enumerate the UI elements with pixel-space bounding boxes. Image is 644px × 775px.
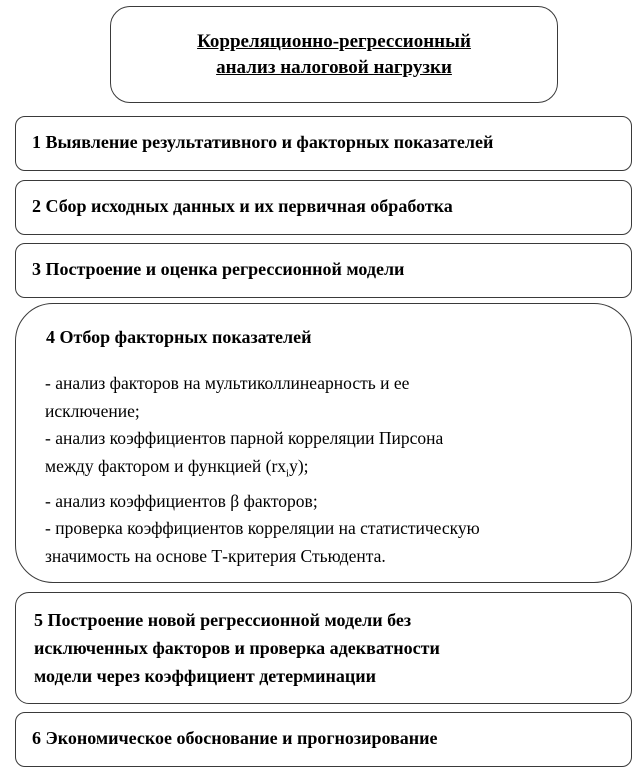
- bullet-2-line-1: - анализ коэффициентов парной корреляции Пирсона: [45, 428, 444, 448]
- step-4-bullet-list: [45, 370, 615, 570]
- bullet-2-subscript-i: i: [286, 467, 290, 479]
- bullet-1-line-2: исключение;: [45, 400, 140, 421]
- bullet-3: - анализ коэффициентов β факторов;: [45, 490, 318, 511]
- step-5-line-2: исключенных факторов и проверка адекватности: [34, 638, 440, 658]
- step-6-box: [15, 712, 632, 767]
- bullet-1-line-1: - анализ факторов на мультиколлинеарность и ее: [45, 373, 410, 393]
- bullet-2-line-2-prefix: между фактором и функцией (rx: [45, 455, 287, 476]
- bullet-4-line-2: значимость на основе Т-критерия Стьюдента.: [45, 545, 386, 566]
- bullet-2-line-2: [45, 453, 615, 488]
- step-5-line-3: модели через коэффициент детерминации: [34, 666, 376, 686]
- step-4-label: 4 Отбор факторных показателей: [46, 327, 312, 347]
- step-6-label: 6 Экономическое обоснование и прогнозирование: [32, 728, 438, 748]
- step-1-box: [15, 116, 632, 171]
- step-4-box: [15, 303, 632, 583]
- diagram-title-box: [110, 6, 558, 103]
- bullet-4-line-1: - проверка коэффициентов корреляции на статистическую: [45, 518, 480, 538]
- bullet-2-line-2-suffix: y);: [289, 455, 309, 476]
- step-1-label: 1 Выявление результативного и факторных показателей: [32, 132, 494, 152]
- step-3-box: [15, 243, 632, 298]
- step-5-label: [34, 606, 624, 690]
- diagram-title-line-2: анализ налоговой нагрузки: [216, 56, 452, 78]
- step-5-box: [15, 592, 632, 704]
- step-2-label: 2 Сбор исходных данных и их первичная обработка: [32, 196, 453, 216]
- step-3-label: 3 Построение и оценка регрессионной модели: [32, 259, 405, 279]
- step-2-box: [15, 180, 632, 235]
- diagram-title-line-1: Корреляционно-регрессионный: [197, 30, 471, 52]
- step-5-line-1: 5 Построение новой регрессионной модели без: [34, 610, 412, 630]
